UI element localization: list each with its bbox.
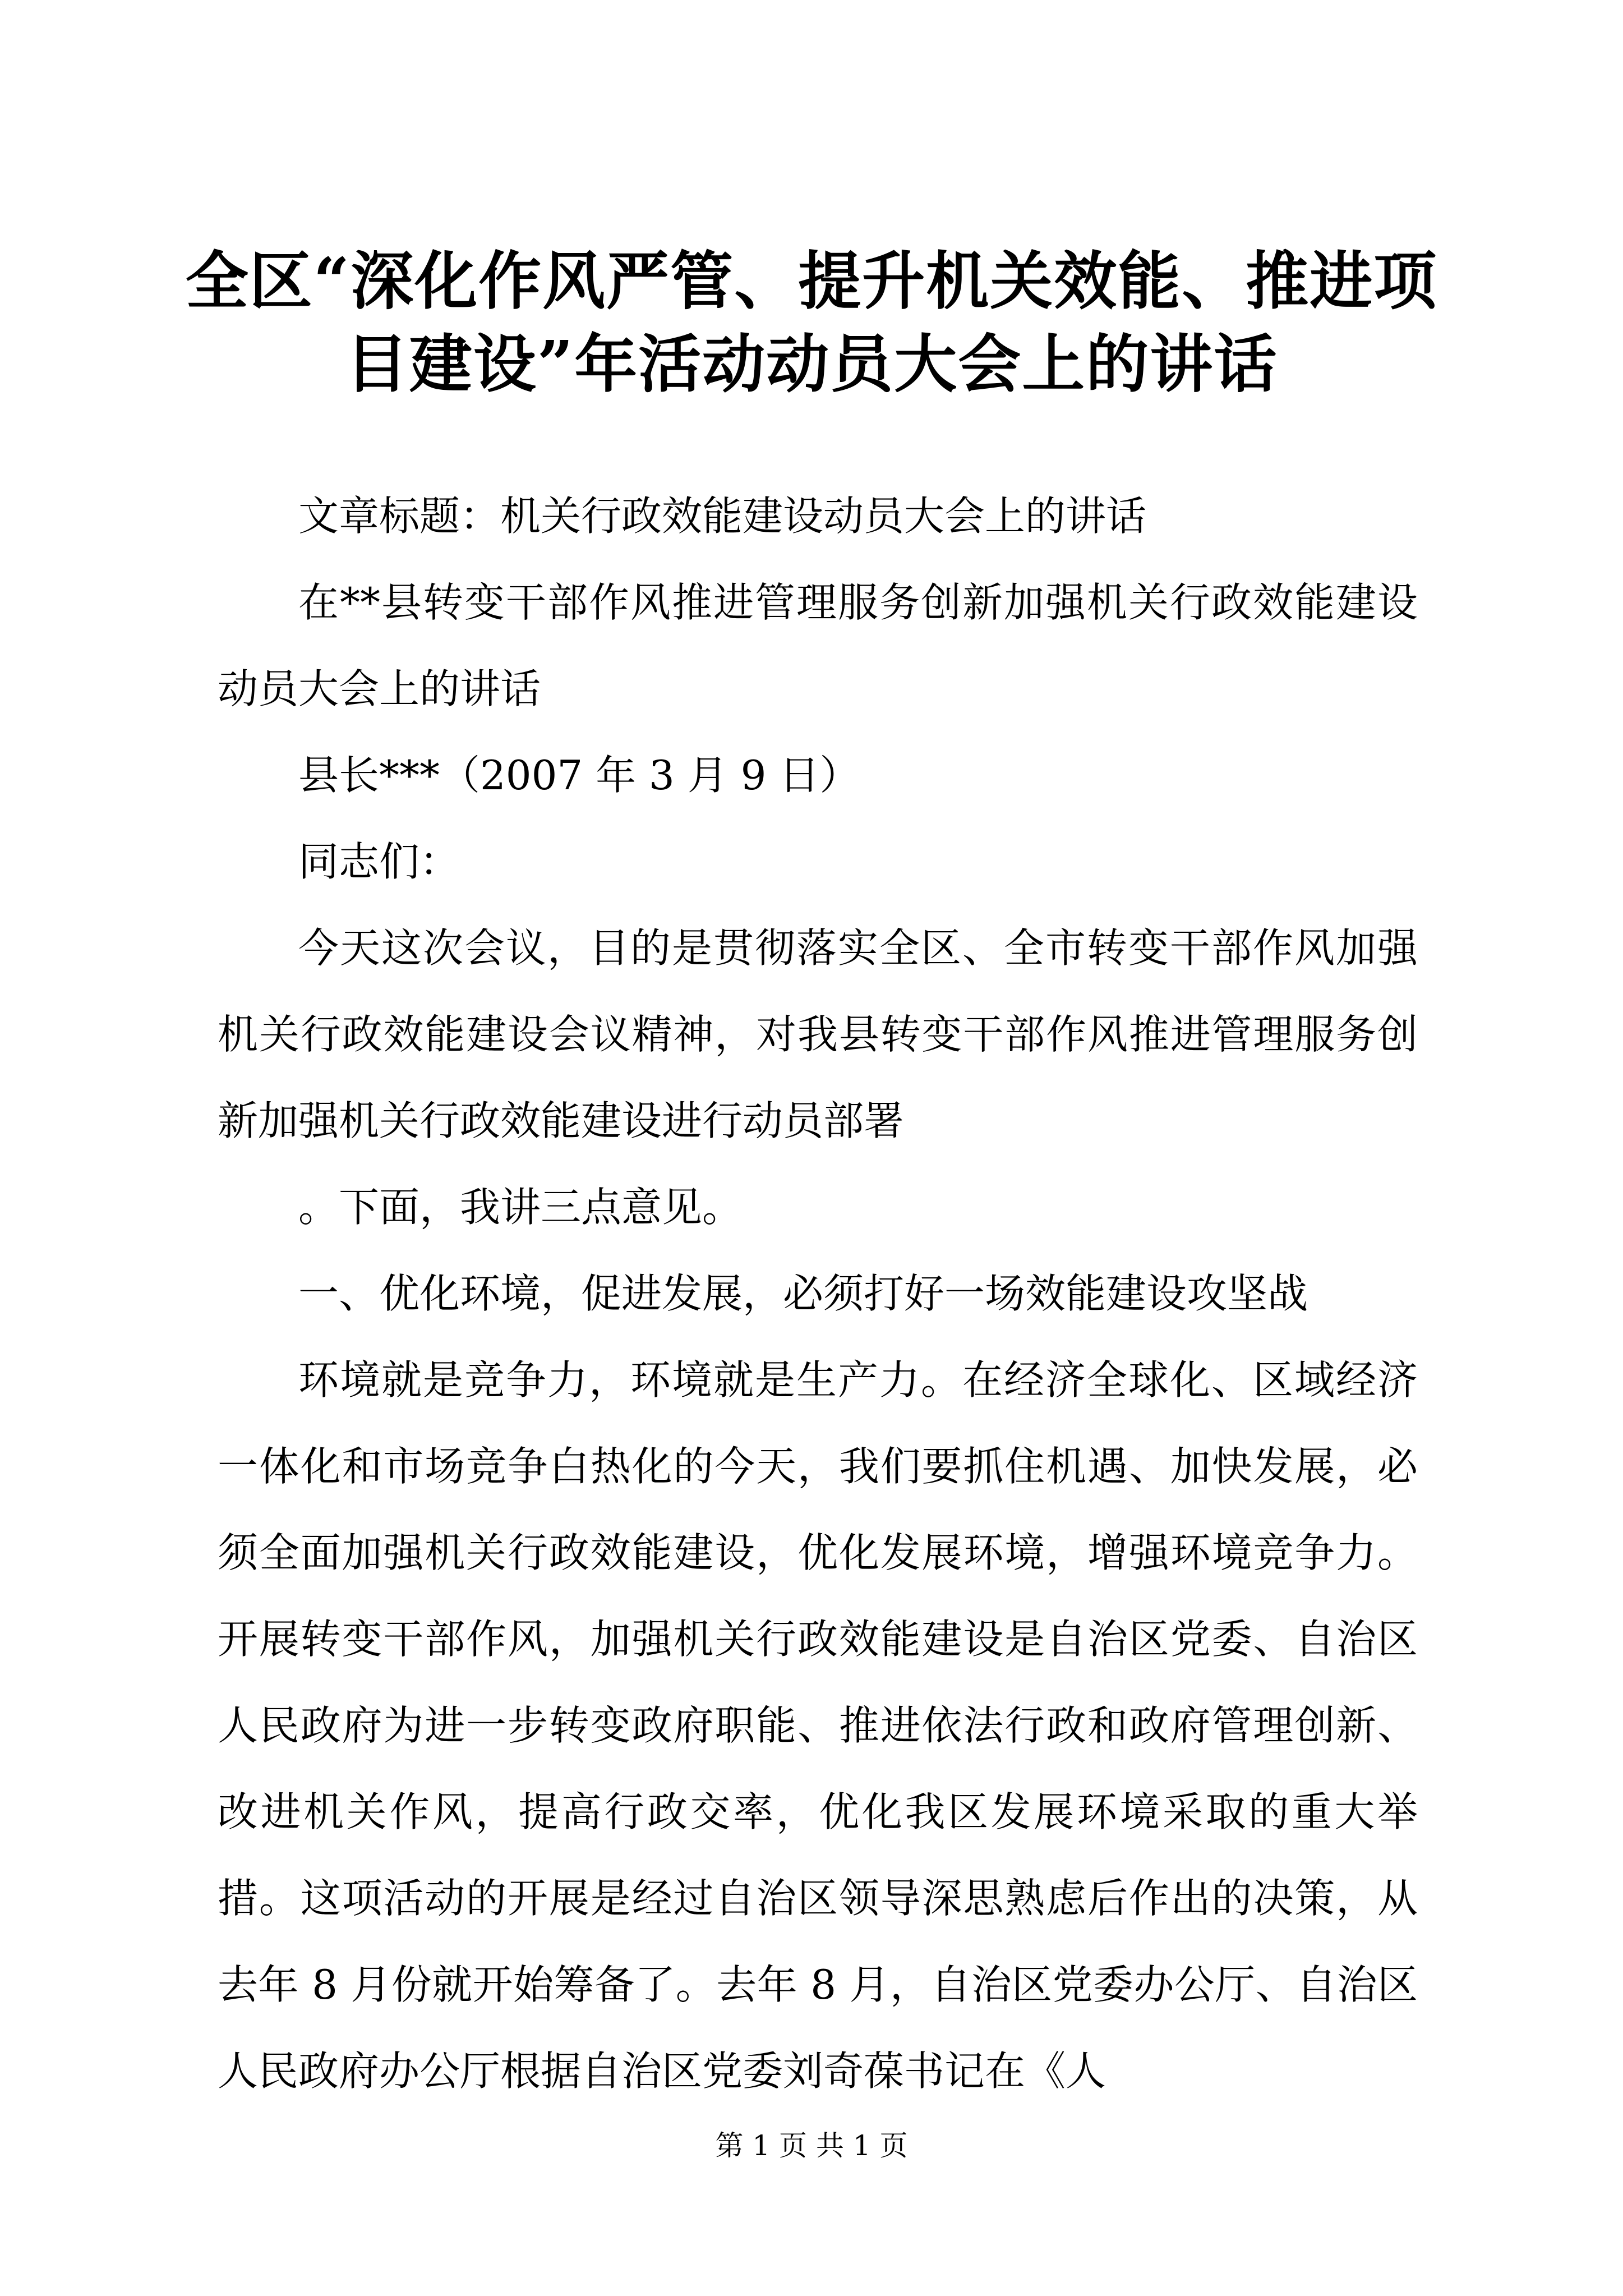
- title-line-1: 全区“深化作风严管、提升机关效能、推进项: [185, 245, 1438, 318]
- title-line-2: 目建设”年活动动员大会上的讲话: [345, 328, 1278, 401]
- article-title-line: 文章标题：机关行政效能建设动员大会上的讲话: [298, 493, 1147, 540]
- paragraph-environment: 环境就是竞争力，环境就是生产力。在经济全球化、区域经济一体化和市场竞争白热化的今天，我们要抓住机遇、加快发展，必须全面加强机关行政效能建设，优化发展环境，增强环境竞争力。开展转变干部作风，加强机关行政效能建设是自治区党委、自治区人民政府为进一步转变政府职能、推进依法行政和政府管理创新、改进机关作风，提高行政交率，优化我区发展环境采取的重大举措。这项活动的开展是经过自治区领导深思熟虑后作出的决策，从去年 8 月份就开始筹备了。去年 8 月，自治区党委办公厅、自治区人民政府办公厅根据自治区党委刘奇葆书记在《人: [218, 1356, 1418, 2095]
- salutation: 同志们：: [298, 838, 460, 885]
- speech-heading: 在**县转变干部作风推进管理服务创新加强机关行政效能建设动员大会上的讲话: [218, 579, 1418, 712]
- speaker-and-date: 县长***（2007 年 3 月 9 日）: [298, 752, 860, 799]
- page-number-footer: 第 1 页 共 1 页: [715, 2129, 908, 2162]
- section-heading-1: 一、优化环境，促进发展，必须打好一场效能建设攻坚战: [298, 1270, 1308, 1317]
- document-body: [218, 473, 1418, 2114]
- paragraph-intro: 今天这次会议，目的是贯彻落实全区、全市转变干部作风加强机关行政效能建设会议精神，对我县转变干部作风推进管理服务创新加强机关行政效能建设进行动员部署: [218, 924, 1418, 1144]
- paragraph-three-points: 。下面，我讲三点意见。: [298, 1184, 743, 1231]
- document-title: [168, 240, 1455, 406]
